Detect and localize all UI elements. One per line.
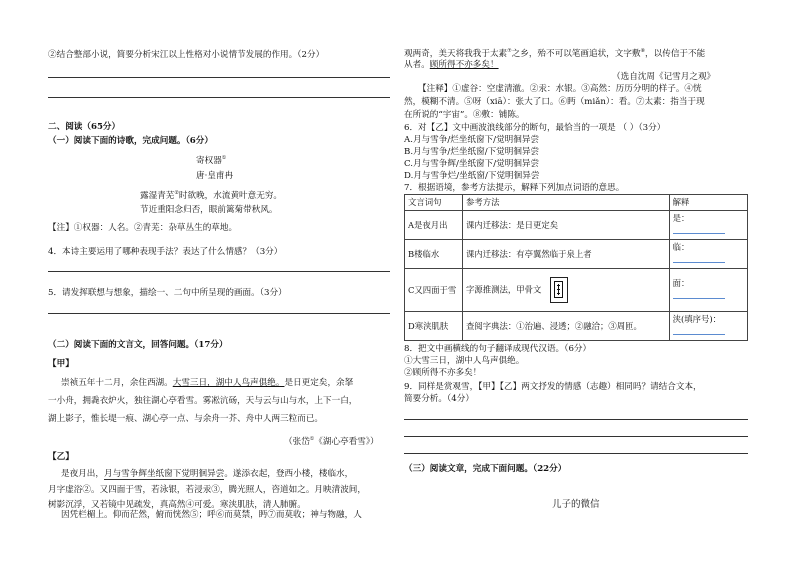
question-4: 4．本诗主要运用了哪种表现手法？表达了什么情感？（3分）: [48, 247, 283, 257]
yi-continuation-line: 观两奇，美天将我我于太素⑦之乡，殆不可以笔画追状，文字敷⑧，以传信于不能: [404, 48, 706, 59]
answer-cell[interactable]: 临：: [669, 240, 747, 269]
jia-paragraph-line: 崇祯五年十二月，余住西湖。大雪三日，湖中人鸟声俱绝。是日更定矣，余拏: [61, 378, 354, 388]
yi-notes: 然，模糊不清。⑤呀（xiā）：张大了口。⑥眄（miǎn）：看。⑦太素：指当于现: [404, 97, 705, 107]
answer-blank[interactable]: [673, 325, 725, 335]
jia-source: （张岱①《湖心亭看雪》）: [284, 436, 379, 447]
table-header: 文言词句: [405, 195, 463, 211]
answer-line: [404, 419, 748, 420]
answer-cell[interactable]: 面：: [669, 269, 747, 312]
article-title: 儿子的微信: [552, 499, 600, 510]
question-7: 7．根据语境，参考方法提示，解释下列加点词语的意思。: [404, 183, 625, 193]
part-heading-classical: （二）阅读下面的文言文，回答问题。（17分）: [48, 340, 228, 350]
q6-option-a: A.月与雪争/烂坐纸窗下/觉明徊异尝: [404, 135, 540, 145]
poem-line-1: 露湿青芜②时欲晚，水流黄叶意无穷。: [140, 190, 283, 201]
yi-source: （选自沈周《记雪月之观》: [612, 72, 716, 82]
q6-option-b: B.月与雪争/烂坐纸窗/下觉明徊异尝: [404, 147, 540, 157]
poem-note: 【注】①权器：人名。②青芜：杂草丛生的草地。: [48, 223, 238, 233]
table-cell: 课内迁移法：是日更定矣: [463, 211, 670, 240]
q6-option-d: D.月与雪争烂/坐纸窗/下觉明徊异尝: [404, 171, 540, 181]
answer-cell[interactable]: 是：: [669, 211, 747, 240]
passage-label-yi: 【乙】: [48, 452, 74, 462]
answer-line: [404, 453, 748, 454]
vocab-table: [404, 194, 748, 341]
table-row: [405, 211, 748, 240]
question-9: 9．同样是赏观雪，【甲】【乙】两文抒发的情感（志趣）相同吗？请结合文本，: [404, 382, 702, 392]
table-row: [405, 312, 748, 341]
table-header: 参考方法: [463, 195, 670, 211]
table-header: 解释: [669, 195, 747, 211]
question-6: 6．对【乙】文中画波浪线部分的断句，最恰当的一项是 （ ）（3分）: [404, 123, 666, 133]
passage-label-jia: 【甲】: [48, 359, 74, 369]
answer-line: [48, 97, 390, 98]
table-cell: D寒浃肌肤: [405, 312, 463, 341]
table-header-row: [405, 195, 748, 211]
yi-continuation-line: 从者。顾所得不亦多矣！: [404, 60, 499, 70]
poem-title: 寄权器①: [196, 155, 227, 166]
yi-paragraph-line: 月字虚浴②。又四面于雪，若泳银，若浸汞③，腾光照人，咨道如之。月映清波间，: [48, 485, 366, 495]
answer-line: [404, 436, 748, 437]
table-cell: B楼临水: [405, 240, 463, 269]
answer-blank[interactable]: [673, 289, 725, 299]
jia-paragraph-line: 一小舟，拥毳衣炉火，独往湖心亭看雪。雾凇沆砀，天与云与山与水，上下一白，: [48, 396, 358, 406]
table-cell: 字源推测法，甲骨文: [463, 269, 670, 312]
section-heading: 二、阅读（65分）: [48, 122, 121, 132]
answer-blank[interactable]: [673, 253, 725, 263]
oracle-bone-glyph-icon: [550, 277, 568, 303]
question-9: 简要分析。（4分）: [404, 394, 474, 404]
yi-notes: 【注释】①虚谷：空虚清澈。②汞：水银。③高然：历历分明的样子。④恍: [418, 84, 702, 94]
yi-paragraph-line: 是夜月出，月与雪争辉坐纸窗下觉明徊异尝。遂添衣起，登西小楼，楼临水，: [61, 469, 354, 479]
q6-option-c: C.月与雪争辉/坐纸窗下/觉明徊异尝: [404, 159, 540, 169]
table-row: [405, 240, 748, 269]
part-heading-poem: （一）阅读下面的诗歌，完成问题。（6分）: [48, 136, 213, 146]
table-cell: 课内迁移法：有亭翼然临于泉上者: [463, 240, 670, 269]
answer-line: [48, 313, 390, 314]
part-heading-article: （三）阅读文章，完成下面问题。（22分）: [404, 464, 567, 474]
jia-paragraph-line: 湖上影子，惟长堤一痕、湖心亭一点、与余舟一芥、舟中人两三粒而已。: [48, 414, 324, 424]
q8-item: ②顾所得不亦多矣！: [404, 368, 482, 378]
question-8: 8．把文中画横线的句子翻译成现代汉语。（6分）: [404, 344, 592, 354]
table-cell: A是夜月出: [405, 211, 463, 240]
table-cell: 查阅字典法：①治遍、浸透；②融洽；③周匝。: [463, 312, 670, 341]
table-cell: C又四面于雪: [405, 269, 463, 312]
answer-blank[interactable]: [673, 224, 725, 234]
question-5: 5．请发挥联想与想象，描绘一、二句中所呈现的画面。（3分）: [48, 288, 287, 298]
poem-line-2: 节近重阳念归否，眼前篱菊带秋风。: [140, 205, 278, 215]
q8-item: ①大雪三日，湖中人鸟声俱绝。: [404, 356, 525, 366]
poem-author: 唐·皇甫冉: [196, 171, 234, 181]
yi-paragraph-line: 树影沉浮，又若镜中见疏发，真高然④可爱。寒浃肌肤，清人肺腑。: [48, 500, 306, 510]
table-row: [405, 269, 748, 312]
yi-notes: 在所说的“宇宙”。⑧敷：铺陈。: [404, 110, 525, 120]
answer-cell[interactable]: 浃(填序号)：: [669, 312, 747, 341]
question-top: ②结合整部小说，简要分析宋江以上性格对小说情节发展的作用。（2分）: [48, 50, 325, 60]
yi-paragraph-line: 因凭栏楣上。仰而茫然，俯而恍然⑤；呼⑥而莫禁，眄⑦而莫收；神与物融，人: [61, 510, 362, 520]
answer-line: [48, 77, 390, 78]
answer-line: [48, 271, 390, 272]
